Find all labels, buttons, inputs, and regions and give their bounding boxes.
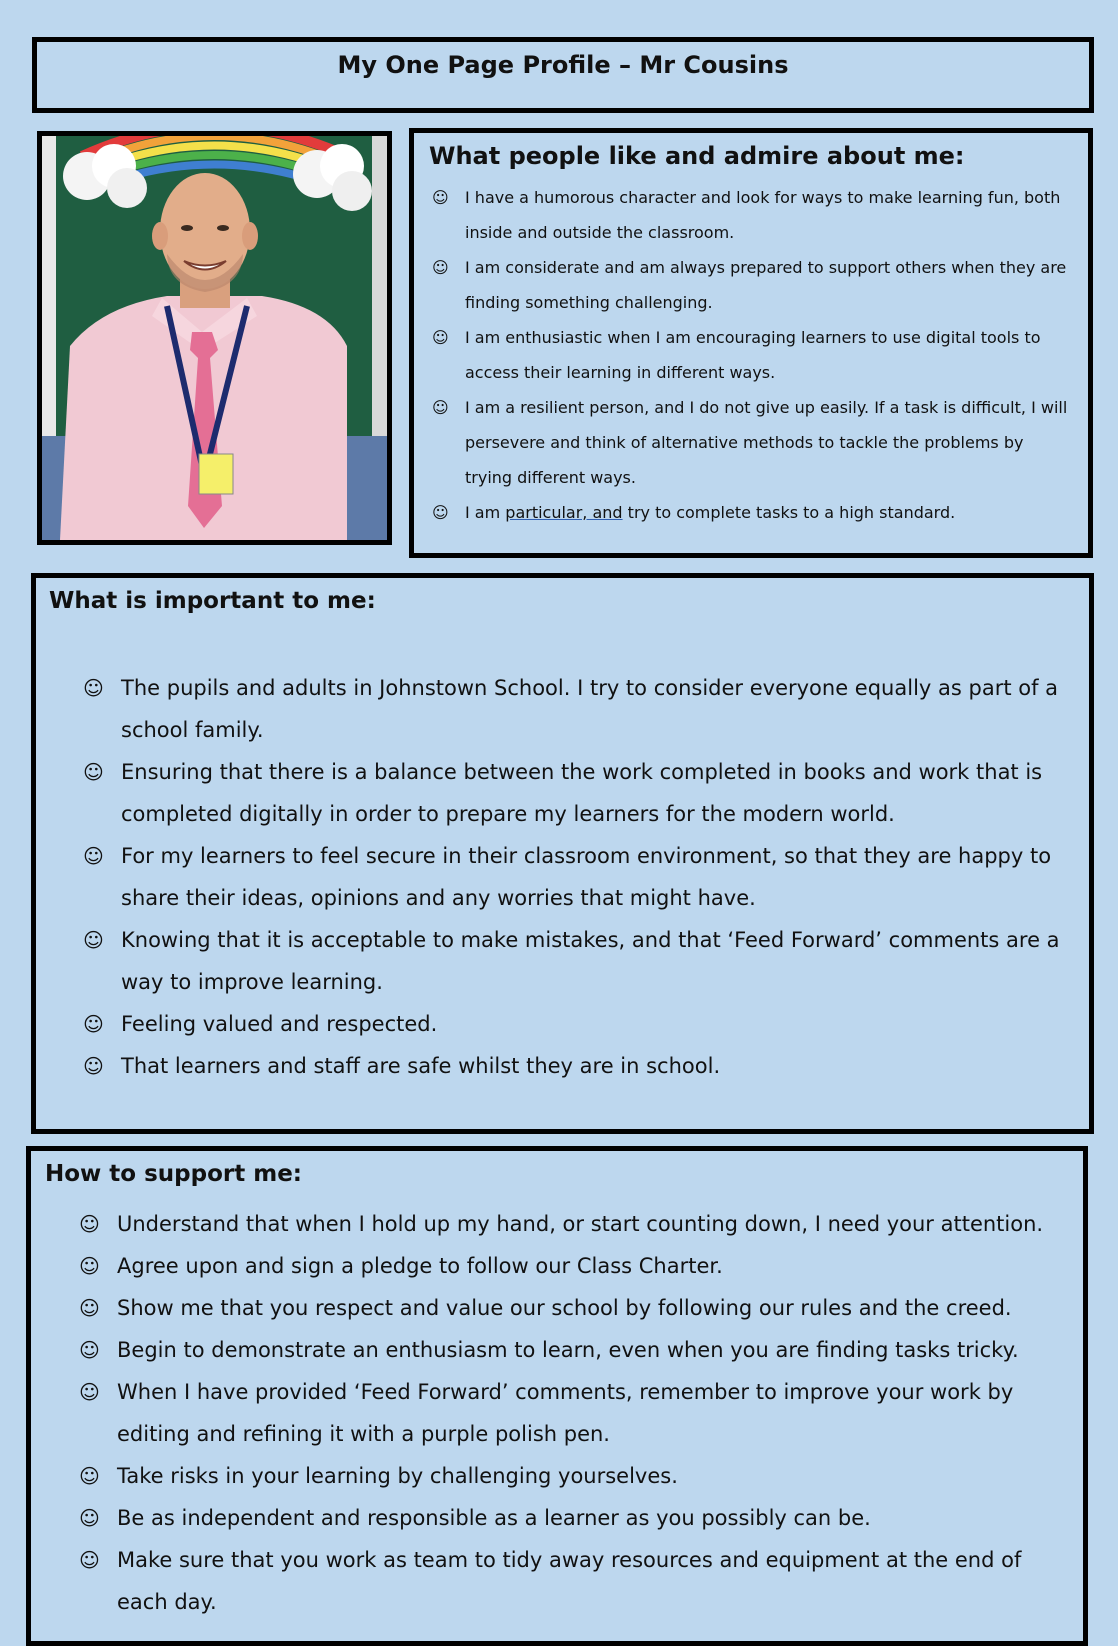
admire-section (409, 128, 1093, 558)
list-item: ☺ Take risks in your learning by challenging yourselves. (45, 1455, 1069, 1497)
list-item: ☺ When I have provided ‘Feed Forward’ comments, remember to improve your work by editing and refining it with a purple polish pen. (45, 1371, 1069, 1455)
list-item: ☺ I am a resilient person, and I do not give up easily. If a task is difficult, I will persevere and think of alternative methods to tackle the problems by trying different ways. (429, 390, 1074, 495)
smiley-icon: ☺ (83, 1012, 104, 1036)
smiley-icon: ☺ (83, 928, 104, 952)
smiley-icon: ☺ (79, 1338, 100, 1362)
smiley-icon: ☺ (79, 1254, 100, 1278)
smiley-icon: ☺ (432, 188, 449, 207)
list-item: ☺ Knowing that it is acceptable to make mistakes, and that ‘Feed Forward’ comments are a way to improve learning. (49, 919, 1075, 1003)
admire-list (429, 180, 1074, 530)
important-list (49, 667, 1075, 1087)
smiley-icon: ☺ (83, 676, 104, 700)
list-item: ☺ Feeling valued and respected. (49, 1003, 1075, 1045)
smiley-icon: ☺ (79, 1212, 100, 1236)
list-item: ☺ Be as independent and responsible as a learner as you possibly can be. (45, 1497, 1069, 1539)
smiley-icon: ☺ (79, 1464, 100, 1488)
portrait-image (42, 136, 387, 540)
smiley-icon: ☺ (79, 1296, 100, 1320)
profile-photo (37, 131, 392, 545)
support-section (26, 1146, 1088, 1646)
smiley-icon: ☺ (432, 503, 449, 522)
list-item: ☺ I have a humorous character and look for ways to make learning fun, both inside and outside the classroom. (429, 180, 1074, 250)
smiley-icon: ☺ (83, 1054, 104, 1078)
spellcheck-underline: particular, and (505, 503, 623, 522)
smiley-icon: ☺ (432, 398, 449, 417)
page-title: My One Page Profile – Mr Cousins (337, 51, 789, 79)
list-item: ☺ Ensuring that there is a balance between the work completed in books and work that is completed digitally in order to prepare my learners for the modern world. (49, 751, 1075, 835)
list-item: ☺ Show me that you respect and value our school by following our rules and the creed. (45, 1287, 1069, 1329)
smiley-icon: ☺ (79, 1380, 100, 1404)
important-heading: What is important to me: (49, 588, 376, 614)
smiley-icon: ☺ (83, 760, 104, 784)
support-list (45, 1203, 1069, 1623)
list-item: ☺ The pupils and adults in Johnstown School. I try to consider everyone equally as part of a school family. (49, 667, 1075, 751)
list-item: ☺ Understand that when I hold up my hand, or start counting down, I need your attention. (45, 1203, 1069, 1245)
list-item: ☺ I am enthusiastic when I am encouraging learners to use digital tools to access their learning in different ways. (429, 320, 1074, 390)
title-box (32, 37, 1094, 113)
smiley-icon: ☺ (79, 1548, 100, 1572)
list-item: ☺ Agree upon and sign a pledge to follow our Class Charter. (45, 1245, 1069, 1287)
support-heading: How to support me: (45, 1161, 303, 1187)
important-section (31, 573, 1094, 1134)
admire-heading: What people like and admire about me: (429, 142, 965, 170)
list-item: ☺ I am considerate and am always prepared to support others when they are finding something challenging. (429, 250, 1074, 320)
list-item: ☺ Make sure that you work as team to tidy away resources and equipment at the end of each day. (45, 1539, 1069, 1623)
list-item: ☺ For my learners to feel secure in their classroom environment, so that they are happy to share their ideas, opinions and any worries that might have. (49, 835, 1075, 919)
smiley-icon: ☺ (432, 258, 449, 277)
list-item: ☺ That learners and staff are safe whilst they are in school. (49, 1045, 1075, 1087)
smiley-icon: ☺ (432, 328, 449, 347)
smiley-icon: ☺ (79, 1506, 100, 1530)
list-item: ☺ Begin to demonstrate an enthusiasm to learn, even when you are finding tasks tricky. (45, 1329, 1069, 1371)
smiley-icon: ☺ (83, 844, 104, 868)
list-item: ☺ I am particular, and try to complete tasks to a high standard. (429, 495, 1074, 530)
